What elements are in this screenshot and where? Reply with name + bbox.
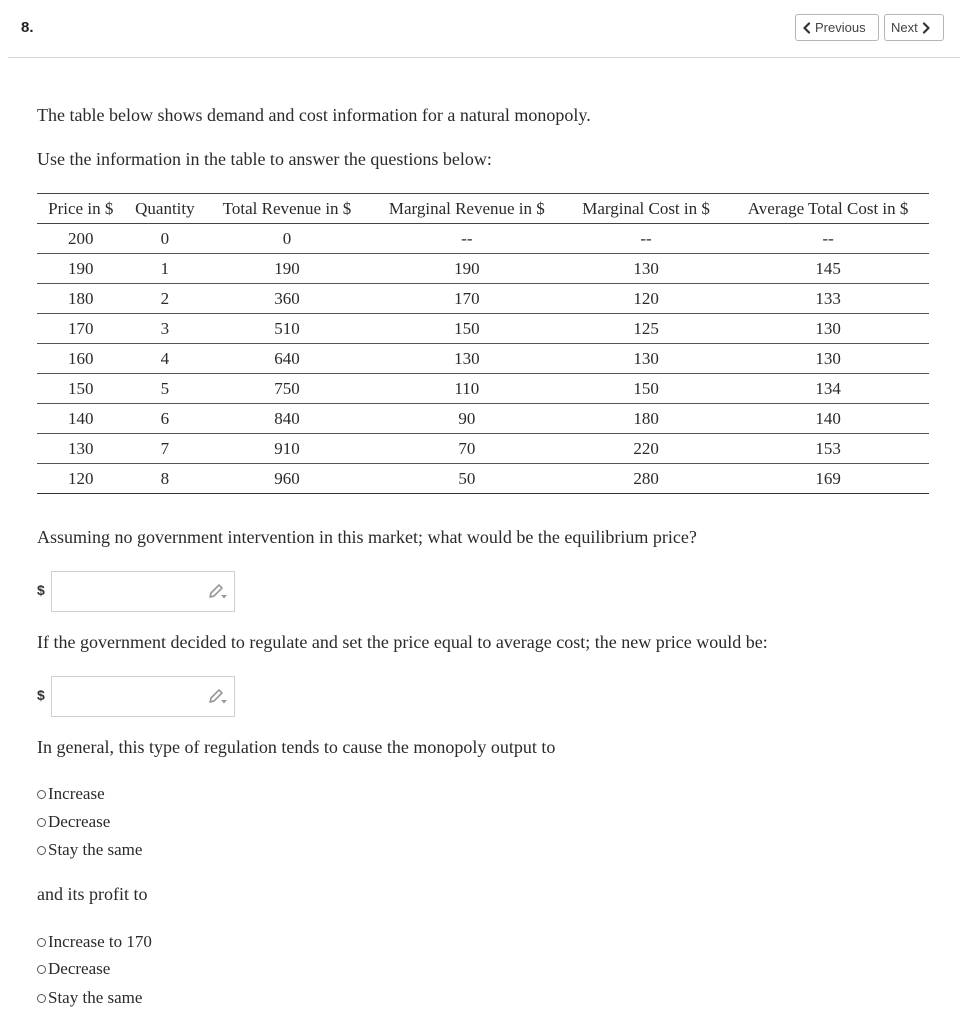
regulated-price-input[interactable] — [56, 677, 200, 717]
option-label: Decrease — [48, 959, 111, 978]
radio-button[interactable] — [37, 938, 46, 947]
table-header-row — [37, 194, 929, 224]
pencil-icon[interactable] — [206, 582, 228, 602]
currency-label: $ — [37, 687, 45, 703]
table-row — [37, 434, 929, 464]
question-3-text: In general, this type of regulation tends to cause the monopoly output to — [37, 737, 556, 757]
table-cell: 750 — [205, 374, 368, 404]
table-cell: 2 — [125, 284, 206, 314]
question-1-text: Assuming no government intervention in this market; what would be the equilibrium price? — [37, 527, 697, 547]
column-header: Price in $ — [37, 194, 125, 224]
output-option-increase[interactable] — [37, 784, 105, 804]
table-cell: 130 — [727, 344, 929, 374]
table-cell: 150 — [37, 374, 125, 404]
table-cell: 145 — [727, 254, 929, 284]
table-row — [37, 224, 929, 254]
table-cell: 110 — [369, 374, 565, 404]
table-cell: 120 — [37, 464, 125, 494]
next-button[interactable] — [884, 14, 944, 41]
table-cell: 90 — [369, 404, 565, 434]
table-cell: 130 — [727, 314, 929, 344]
table-cell: 190 — [369, 254, 565, 284]
table-cell: 1 — [125, 254, 206, 284]
table-cell: 280 — [565, 464, 727, 494]
radio-button[interactable] — [37, 790, 46, 799]
table-cell: 169 — [727, 464, 929, 494]
radio-button[interactable] — [37, 965, 46, 974]
table-row — [37, 404, 929, 434]
equilibrium-price-input[interactable] — [56, 572, 200, 612]
table-cell: 220 — [565, 434, 727, 464]
output-option-same[interactable] — [37, 840, 142, 860]
table-cell: 190 — [205, 254, 368, 284]
chevron-right-icon — [921, 22, 931, 34]
table-cell: 840 — [205, 404, 368, 434]
table-cell: 140 — [727, 404, 929, 434]
table-cell: 153 — [727, 434, 929, 464]
question-number: 8. — [21, 19, 34, 36]
profit-option-decrease[interactable] — [37, 959, 110, 979]
table-cell: 160 — [37, 344, 125, 374]
column-header: Marginal Revenue in $ — [369, 194, 565, 224]
table-cell: 125 — [565, 314, 727, 344]
table-row — [37, 344, 929, 374]
table-cell: 140 — [37, 404, 125, 434]
previous-button[interactable] — [795, 14, 879, 41]
table-cell: 0 — [205, 224, 368, 254]
header-divider — [8, 57, 960, 58]
radio-button[interactable] — [37, 818, 46, 827]
equilibrium-price-field[interactable] — [51, 571, 235, 612]
option-label: Stay the same — [48, 988, 143, 1007]
table-cell: 6 — [125, 404, 206, 434]
regulated-price-field[interactable] — [51, 676, 235, 717]
table-cell: 180 — [37, 284, 125, 314]
column-header: Total Revenue in $ — [205, 194, 368, 224]
monopoly-data-table — [37, 193, 929, 494]
table-cell: 150 — [565, 374, 727, 404]
table-cell: 510 — [205, 314, 368, 344]
instruction-text: Use the information in the table to answer the questions below: — [37, 149, 492, 169]
option-label: Decrease — [48, 812, 111, 831]
output-option-decrease[interactable] — [37, 812, 110, 832]
question-2-text: If the government decided to regulate and set the price equal to average cost; the new price would be: — [37, 632, 768, 652]
table-cell: 130 — [565, 344, 727, 374]
chevron-left-icon — [802, 22, 812, 34]
table-cell: 180 — [565, 404, 727, 434]
table-cell: 133 — [727, 284, 929, 314]
table-cell: 120 — [565, 284, 727, 314]
table-cell: 190 — [37, 254, 125, 284]
table-cell: -- — [727, 224, 929, 254]
table-cell: 130 — [369, 344, 565, 374]
table-cell: 200 — [37, 224, 125, 254]
table-cell: 3 — [125, 314, 206, 344]
table-cell: 134 — [727, 374, 929, 404]
column-header: Marginal Cost in $ — [565, 194, 727, 224]
table-cell: 170 — [369, 284, 565, 314]
option-label: Stay the same — [48, 840, 143, 859]
table-cell: 4 — [125, 344, 206, 374]
table-cell: 360 — [205, 284, 368, 314]
table-row — [37, 254, 929, 284]
table-row — [37, 464, 929, 494]
table-cell: -- — [369, 224, 565, 254]
table-cell: 150 — [369, 314, 565, 344]
intro-text: The table below shows demand and cost information for a natural monopoly. — [37, 105, 591, 125]
option-label: Increase to 170 — [48, 932, 152, 951]
table-cell: 130 — [565, 254, 727, 284]
column-header: Average Total Cost in $ — [727, 194, 929, 224]
option-label: Increase — [48, 784, 105, 803]
table-cell: 50 — [369, 464, 565, 494]
radio-button[interactable] — [37, 994, 46, 1003]
table-cell: 910 — [205, 434, 368, 464]
table-cell: 8 — [125, 464, 206, 494]
next-label: Next — [891, 20, 918, 35]
question-4-text: and its profit to — [37, 884, 148, 904]
radio-button[interactable] — [37, 846, 46, 855]
table-cell: 0 — [125, 224, 206, 254]
table-row — [37, 284, 929, 314]
profit-option-increase[interactable] — [37, 932, 152, 952]
profit-option-same[interactable] — [37, 988, 142, 1008]
previous-label: Previous — [815, 20, 866, 35]
table-cell: 130 — [37, 434, 125, 464]
question-header — [0, 0, 972, 58]
table-cell: 640 — [205, 344, 368, 374]
currency-label: $ — [37, 582, 45, 598]
table-row — [37, 314, 929, 344]
table-cell: -- — [565, 224, 727, 254]
table-row — [37, 374, 929, 404]
table-cell: 5 — [125, 374, 206, 404]
table-cell: 170 — [37, 314, 125, 344]
table-cell: 70 — [369, 434, 565, 464]
table-cell: 7 — [125, 434, 206, 464]
column-header: Quantity — [125, 194, 206, 224]
table-cell: 960 — [205, 464, 368, 494]
pencil-icon[interactable] — [206, 687, 228, 707]
